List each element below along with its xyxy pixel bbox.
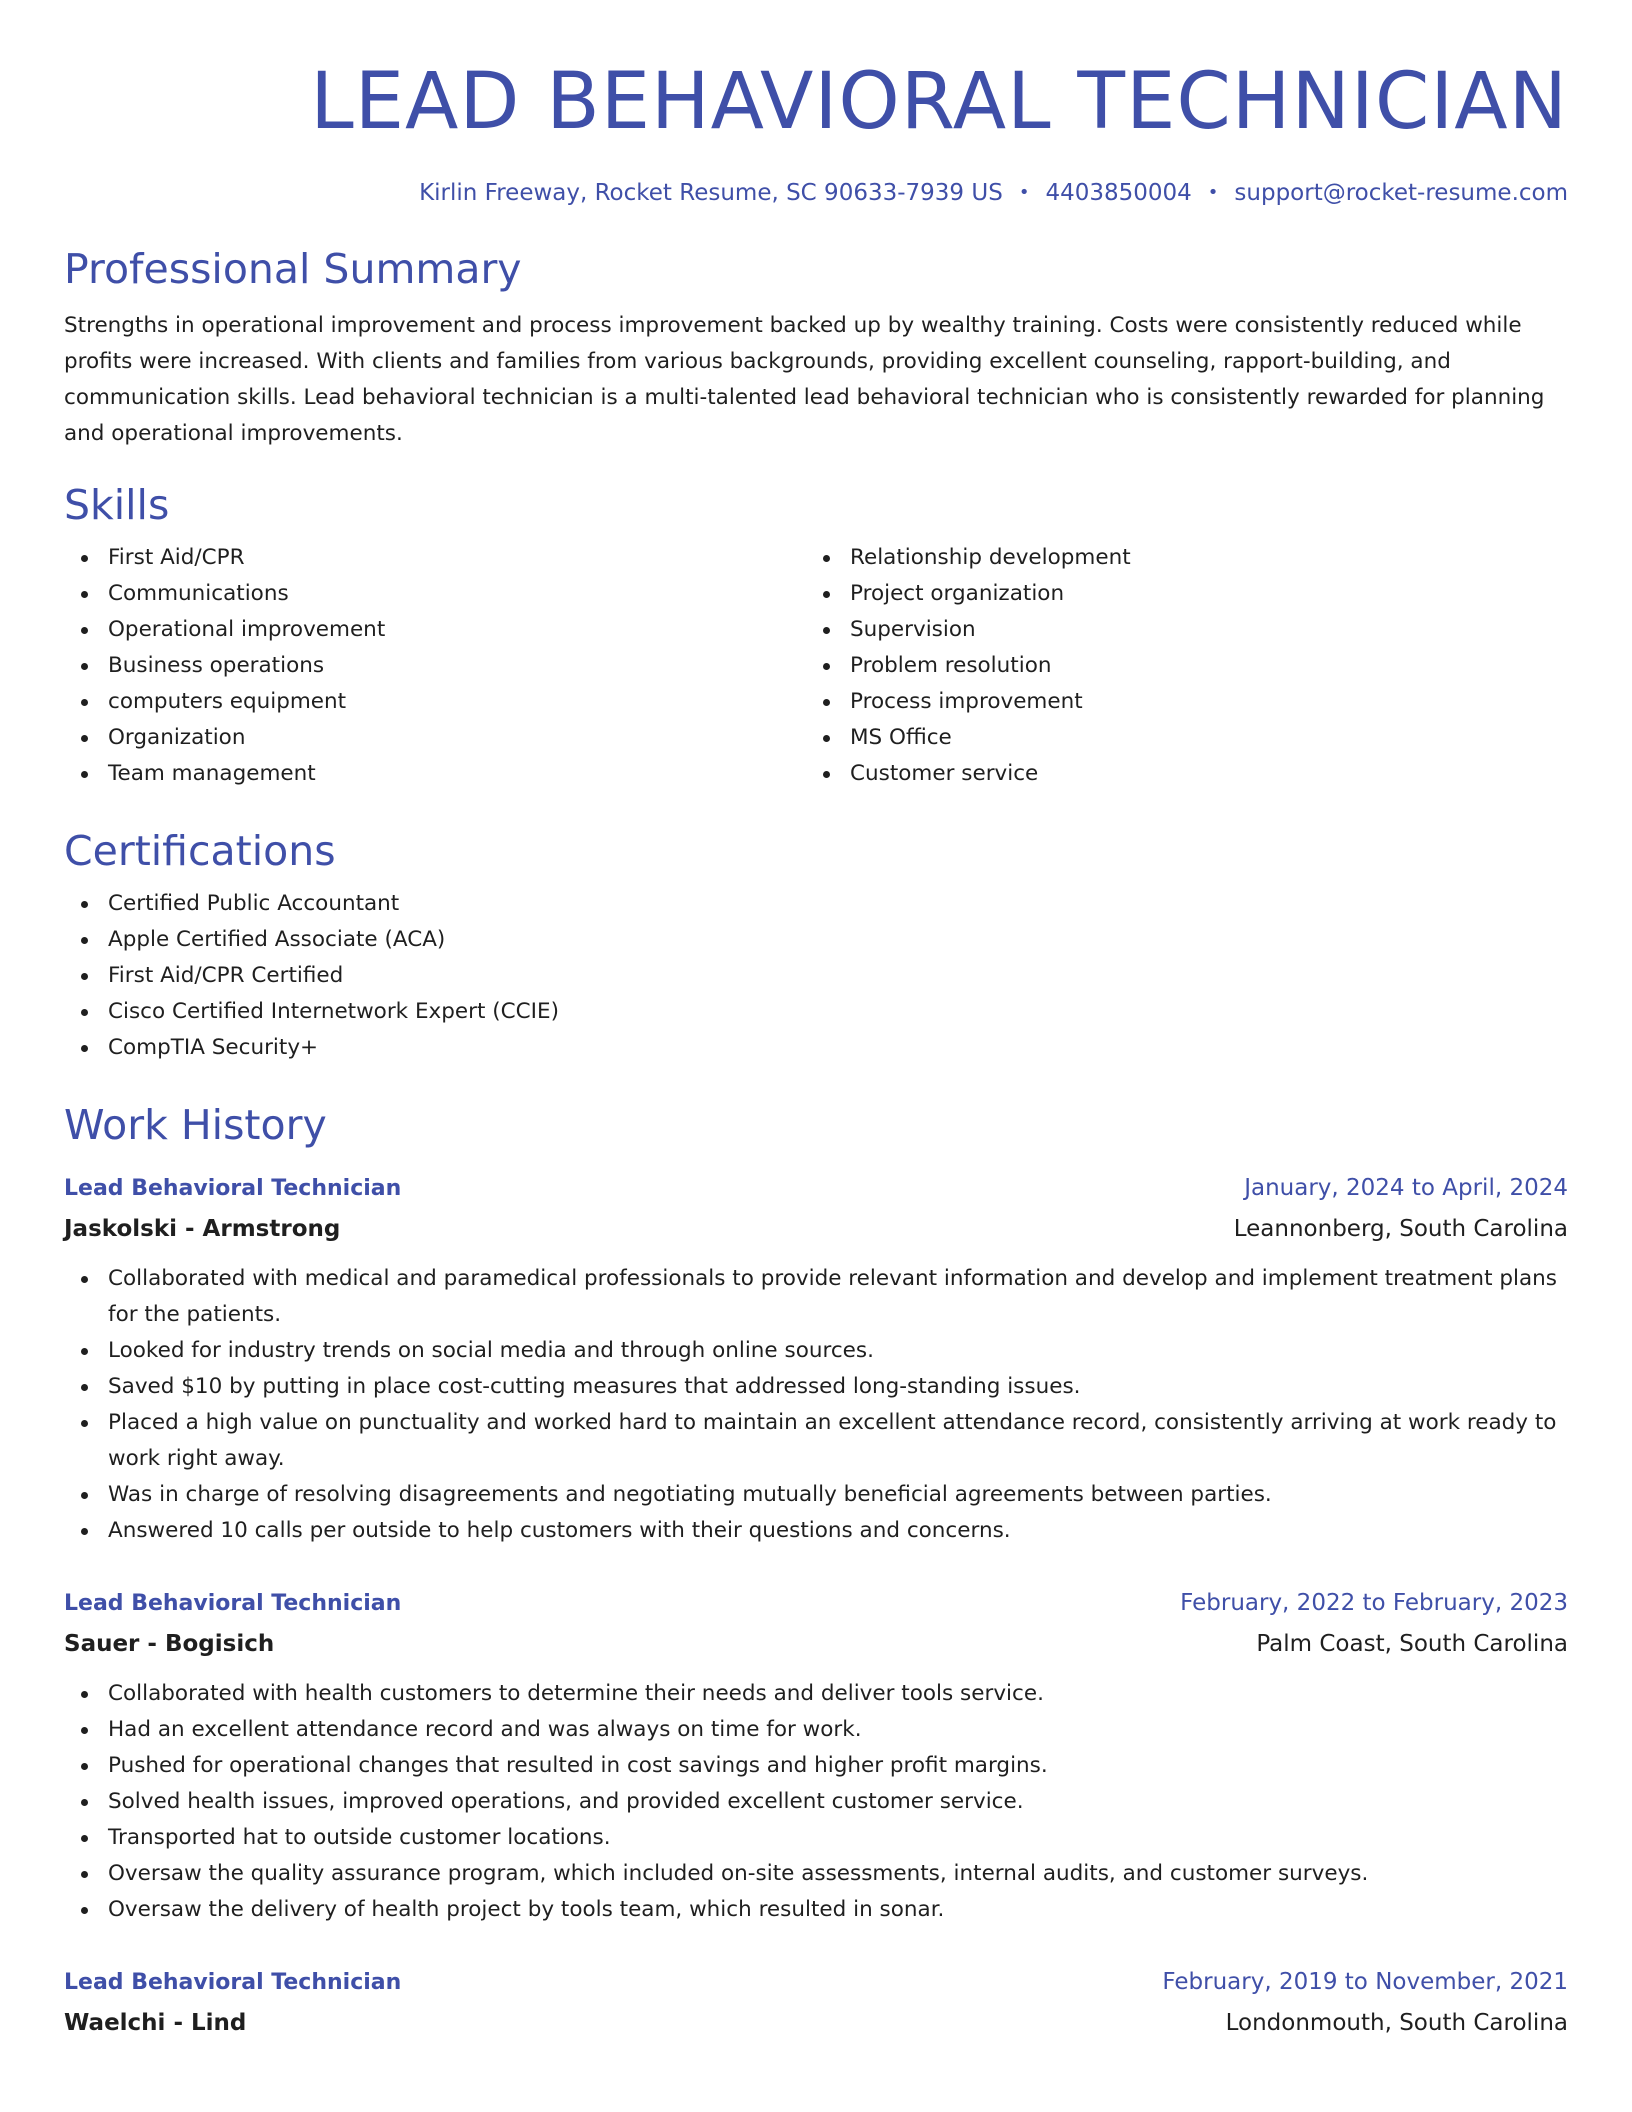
job-location: Palm Coast, South Carolina <box>1256 1631 1568 1657</box>
job-title: Lead Behavioral Technician <box>64 1176 402 1201</box>
certifications-section <box>64 826 1568 1066</box>
job-company: Waelchi - Lind <box>64 2010 247 2036</box>
job-title: Lead Behavioral Technician <box>64 1591 402 1616</box>
job-bullet: Oversaw the delivery of health project by tools team, which resulted in sonar. <box>64 1892 1568 1928</box>
job-location: Londonmouth, South Carolina <box>1225 2010 1568 2036</box>
job-bullets <box>64 1676 1568 1928</box>
skill-item: Communications <box>64 576 806 612</box>
summary-heading: Professional Summary <box>64 245 522 293</box>
skill-item: Team management <box>64 756 806 792</box>
job-bullet: Answered 10 calls per outside to help customers with their questions and concerns. <box>64 1513 1568 1549</box>
skills-list-left <box>64 540 806 792</box>
job-bullet: Placed a high value on punctuality and worked hard to maintain an excellent attendance record, consistently arriving at work ready to work right away. <box>64 1405 1568 1477</box>
resume-header <box>64 0 1568 210</box>
job-bullet: Had an excellent attendance record and was always on time for work. <box>64 1712 1568 1748</box>
skill-item: Operational improvement <box>64 612 806 648</box>
job-header-row <box>64 1583 1568 1624</box>
work-history-heading: Work History <box>64 1101 327 1149</box>
skill-item: Business operations <box>64 648 806 684</box>
certification-item: First Aid/CPR Certified <box>64 958 1568 994</box>
job-bullet: Solved health issues, improved operations, and provided excellent customer service. <box>64 1784 1568 1820</box>
skill-item: computers equipment <box>64 684 806 720</box>
job-bullet: Collaborated with medical and paramedical professionals to provide relevant information and develop and implement treatment plans for the patients. <box>64 1261 1568 1333</box>
skills-columns <box>64 540 1568 792</box>
skill-item: Problem resolution <box>806 648 1548 684</box>
skills-heading: Skills <box>64 481 170 529</box>
job-company: Sauer - Bogisich <box>64 1631 275 1657</box>
job-company-row <box>64 2003 1568 2043</box>
job-company-row <box>64 1624 1568 1664</box>
job-dates: January, 2024 to April, 2024 <box>1244 1175 1568 1201</box>
certification-item: CompTIA Security+ <box>64 1030 1568 1066</box>
contact-email: support@rocket-resume.com <box>1234 180 1568 206</box>
skill-item: Supervision <box>806 612 1548 648</box>
contact-line <box>64 178 1568 210</box>
job-bullet: Collaborated with health customers to determine their needs and deliver tools service. <box>64 1676 1568 1712</box>
skill-item: MS Office <box>806 720 1548 756</box>
job-bullet: Transported hat to outside customer locations. <box>64 1820 1568 1856</box>
job-bullet: Saved $10 by putting in place cost-cutting measures that addressed long-standing issues. <box>64 1369 1568 1405</box>
job-header-row <box>64 1962 1568 2003</box>
summary-section <box>64 244 1568 452</box>
skill-item: Process improvement <box>806 684 1548 720</box>
job-header-row <box>64 1168 1568 1209</box>
skill-item: First Aid/CPR <box>64 540 806 576</box>
job-entry <box>64 1962 1568 2043</box>
certifications-heading: Certifications <box>64 827 336 875</box>
job-company-row <box>64 1209 1568 1249</box>
certification-item: Cisco Certified Internetwork Expert (CCIE) <box>64 994 1568 1030</box>
contact-separator: • <box>1207 182 1219 203</box>
contact-address: Kirlin Freeway, Rocket Resume, SC 90633-7939 US <box>419 180 1003 206</box>
job-bullet: Was in charge of resolving disagreements and negotiating mutually beneficial agreements between parties. <box>64 1477 1568 1513</box>
certification-item: Apple Certified Associate (ACA) <box>64 922 1568 958</box>
contact-separator: • <box>1018 182 1030 203</box>
skill-item: Relationship development <box>806 540 1548 576</box>
job-dates: February, 2022 to February, 2023 <box>1180 1590 1568 1616</box>
certification-item: Certified Public Accountant <box>64 886 1568 922</box>
resume-title: LEAD BEHAVIORAL TECHNICIAN <box>310 57 1568 147</box>
job-title: Lead Behavioral Technician <box>64 1970 402 1995</box>
job-location: Leannonberg, South Carolina <box>1233 1216 1568 1242</box>
skill-item: Project organization <box>806 576 1548 612</box>
work-history-section <box>64 1100 1568 2043</box>
job-bullet: Looked for industry trends on social media and through online sources. <box>64 1333 1568 1369</box>
skill-item: Organization <box>64 720 806 756</box>
job-bullet: Pushed for operational changes that resulted in cost savings and higher profit margins. <box>64 1748 1568 1784</box>
job-entry <box>64 1583 1568 1928</box>
skill-item: Customer service <box>806 756 1548 792</box>
skills-list-right <box>806 540 1548 792</box>
job-company: Jaskolski - Armstrong <box>64 1216 341 1242</box>
skills-section <box>64 480 1568 792</box>
job-bullet: Oversaw the quality assurance program, which included on-site assessments, internal audits, and customer surveys. <box>64 1856 1568 1892</box>
certifications-list <box>64 886 1568 1066</box>
job-dates: February, 2019 to November, 2021 <box>1162 1969 1568 1995</box>
summary-text: Strengths in operational improvement and process improvement backed up by wealthy training. Costs were consistently reduced while profits were increased. With clients and families from various backgrounds, providing excellent counseling, rapport-building, and communication skills. Lead behavioral technician is a multi-talented lead behavioral technician who is consistently rewarded for planning and operational improvements. <box>64 313 1545 446</box>
job-bullets <box>64 1261 1568 1549</box>
job-entry <box>64 1168 1568 1549</box>
contact-phone: 4403850004 <box>1045 180 1192 206</box>
